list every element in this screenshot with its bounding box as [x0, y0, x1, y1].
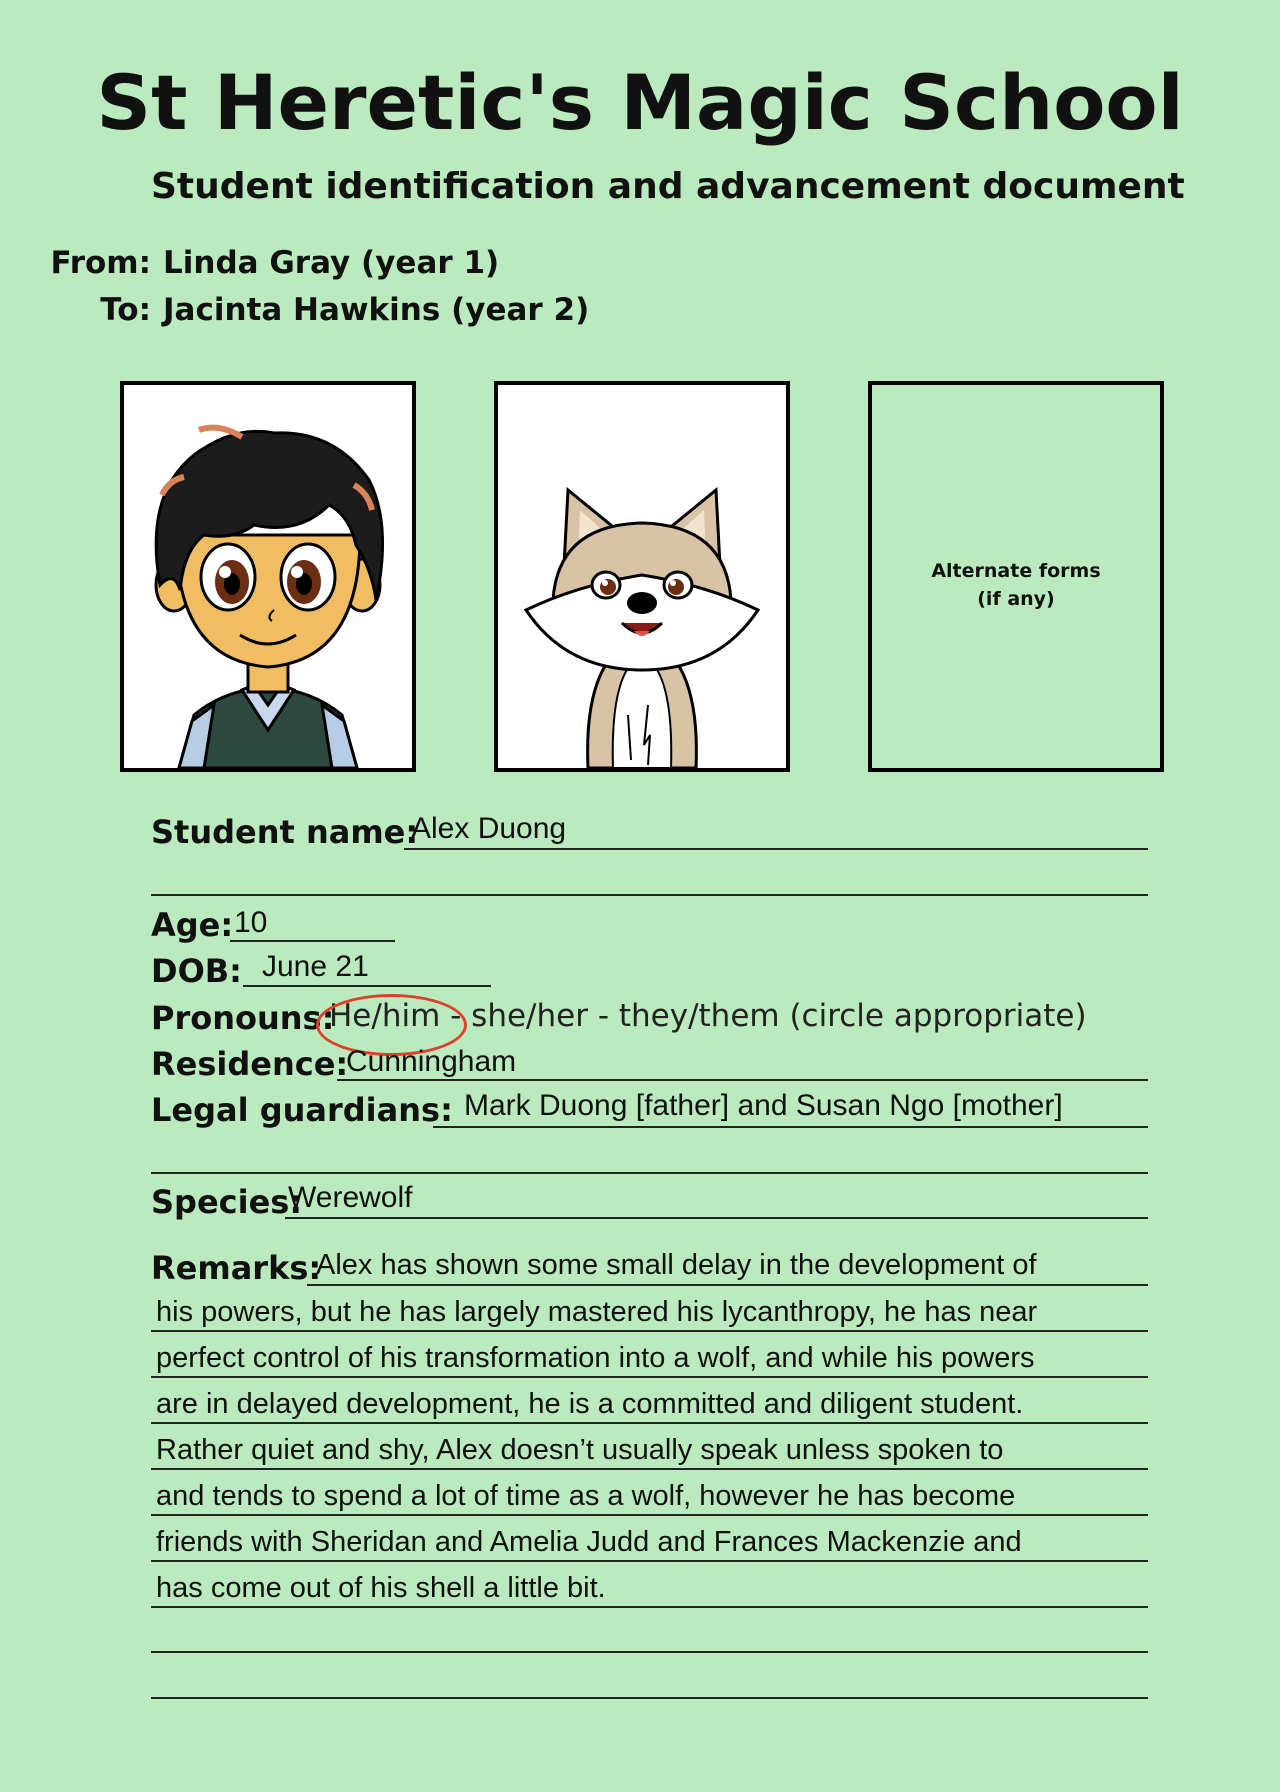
residence-underline: [337, 1079, 1148, 1081]
to-label: To:: [100, 292, 151, 328]
remarks-underline-5: [151, 1468, 1148, 1470]
from-line: [36, 245, 499, 281]
wolf-drawing: [498, 385, 786, 768]
student-portrait: [120, 381, 416, 772]
dob-label: DOB:: [151, 952, 242, 990]
alternate-forms-frame: [868, 381, 1164, 772]
age-value: 10: [234, 906, 268, 939]
remarks-underline-2: [151, 1330, 1148, 1332]
remarks-underline-7: [151, 1560, 1148, 1562]
remarks-line-5: Rather quiet and shy, Alex doesn’t usually speak unless spoken to: [156, 1434, 1004, 1466]
blank-underline: [151, 894, 1148, 896]
guardians-blank-underline: [151, 1172, 1148, 1174]
to-value: Jacinta Hawkins (year 2): [163, 292, 590, 328]
age-label: Age:: [151, 906, 234, 944]
remarks-underline-8: [151, 1606, 1148, 1608]
guardians-underline: [433, 1126, 1148, 1128]
guardians-value: Mark Duong [father] and Susan Ngo [mother]: [464, 1089, 1063, 1122]
pronouns-label: Pronouns:: [151, 999, 335, 1037]
dob-underline: [243, 985, 491, 987]
remarks-line-7: friends with Sheridan and Amelia Judd and Frances Mackenzie and: [156, 1526, 1022, 1558]
remarks-line-2: his powers, but he has largely mastered his lycanthropy, he has near: [156, 1296, 1038, 1328]
from-value: Linda Gray (year 1): [163, 245, 500, 281]
document-subtitle: Student identification and advancement document: [151, 166, 1185, 207]
species-value: Werewolf: [288, 1181, 413, 1214]
residence-label: Residence:: [151, 1045, 349, 1083]
to-line: [36, 292, 589, 328]
from-label: From:: [50, 245, 151, 281]
species-label: Species:: [151, 1183, 303, 1221]
pronouns-options: He/him - she/her - they/them (circle appropriate): [329, 998, 1087, 1034]
remarks-underline-9: [151, 1651, 1148, 1653]
student-drawing: [124, 385, 412, 768]
remarks-line-4: are in delayed development, he is a committed and diligent student.: [156, 1388, 1024, 1420]
remarks-underline-10: [151, 1697, 1148, 1699]
remarks-line-8: has come out of his shell a little bit.: [156, 1572, 606, 1604]
remarks-underline-4: [151, 1422, 1148, 1424]
residence-value: Cunningham: [346, 1045, 517, 1078]
remarks-label: Remarks:: [151, 1249, 322, 1287]
remarks-underline-3: [151, 1376, 1148, 1378]
alternate-forms-label: [872, 557, 1160, 613]
remarks-line-1: Alex has shown some small delay in the development of: [316, 1249, 1037, 1281]
remarks-underline-1: [307, 1284, 1148, 1286]
age-underline: [230, 940, 395, 942]
alt-forms-line2: (if any): [977, 588, 1055, 610]
wolf-portrait: [494, 381, 790, 772]
dob-value: June 21: [262, 950, 369, 983]
alt-forms-line1: Alternate forms: [931, 560, 1101, 582]
remarks-line-3: perfect control of his transformation into a wolf, and while his powers: [156, 1342, 1035, 1374]
species-underline: [285, 1217, 1148, 1219]
guardians-label: Legal guardians:: [151, 1091, 453, 1129]
student-name-underline: [404, 848, 1148, 850]
page-title: St Heretic's Magic School: [96, 58, 1184, 147]
student-name-value: Alex Duong: [411, 812, 567, 845]
remarks-line-6: and tends to spend a lot of time as a wolf, however he has become: [156, 1480, 1016, 1512]
student-name-label: Student name:: [151, 813, 419, 851]
remarks-underline-6: [151, 1514, 1148, 1516]
